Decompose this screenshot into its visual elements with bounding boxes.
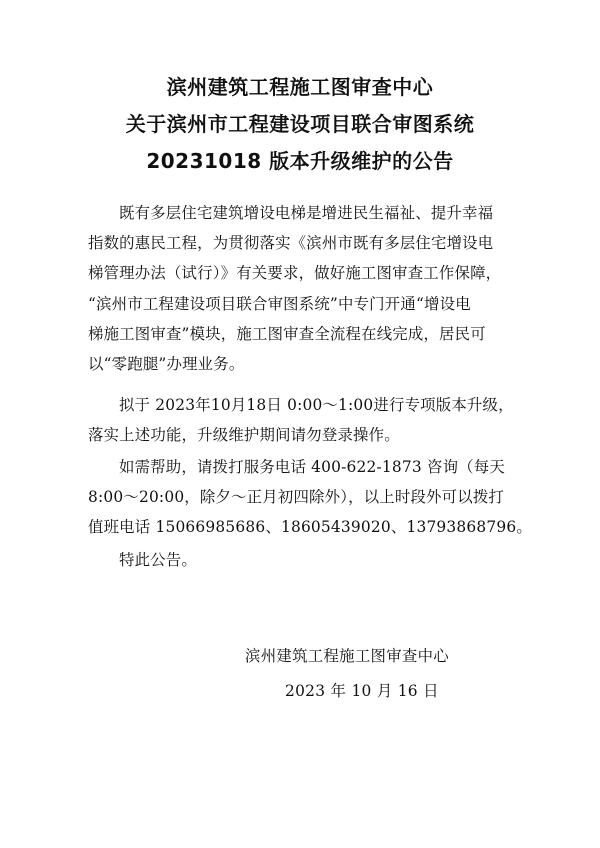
- paragraph-elevator-intro: [88, 198, 512, 379]
- paragraph-line: 值班电话 15066985686、18605439020、13793868796。: [88, 518, 532, 537]
- paragraph-line: 8:00～20:00，除夕～正月初四除外），以上时段外可以拨打: [88, 488, 505, 507]
- paragraph-help-contact: [88, 452, 532, 543]
- signature-date: 2023 年 10 月 16 日: [285, 682, 439, 700]
- paragraph-line: 梯管理办法（试行）》有关要求，做好施工图审查工作保障，: [88, 264, 502, 283]
- paragraph-line: 既有多层住宅建筑增设电梯是增进民生福祉、提升幸福: [119, 204, 494, 222]
- paragraph-line: 以“零跑腿”办理业务。: [88, 354, 245, 373]
- paragraph-line: 落实上述功能，升级维护期间请勿登录操作。: [88, 426, 400, 445]
- paragraph-upgrade-schedule: [88, 390, 512, 450]
- title-line-2: 关于滨州市工程建设项目联合审图系统: [125, 112, 475, 136]
- paragraph-line: 如需帮助，请拨打服务电话 400-622-1873 咨询（每天: [119, 458, 505, 476]
- paragraph-closing: [88, 545, 512, 575]
- closing-statement: 特此公告。: [119, 551, 197, 569]
- paragraph-line: 指数的惠民工程，为贯彻落实《滨州市既有多层住宅增设电: [88, 234, 494, 253]
- title-line-3: 20231018 版本升级维护的公告: [146, 149, 454, 173]
- title-line-1: 滨州建筑工程施工图审查中心: [166, 75, 434, 99]
- signature-organization: 滨州建筑工程施工图审查中心: [245, 647, 449, 665]
- paragraph-line: 梯施工图审查”模块，施工图审查全流程在线完成，居民可: [88, 324, 486, 343]
- paragraph-line: “滨州市工程建设项目联合审图系统”中专门开通“增设电: [88, 294, 471, 313]
- paragraph-line: 拟于 2023年10月18日 0:00～1:00进行专项版本升级，: [119, 396, 514, 414]
